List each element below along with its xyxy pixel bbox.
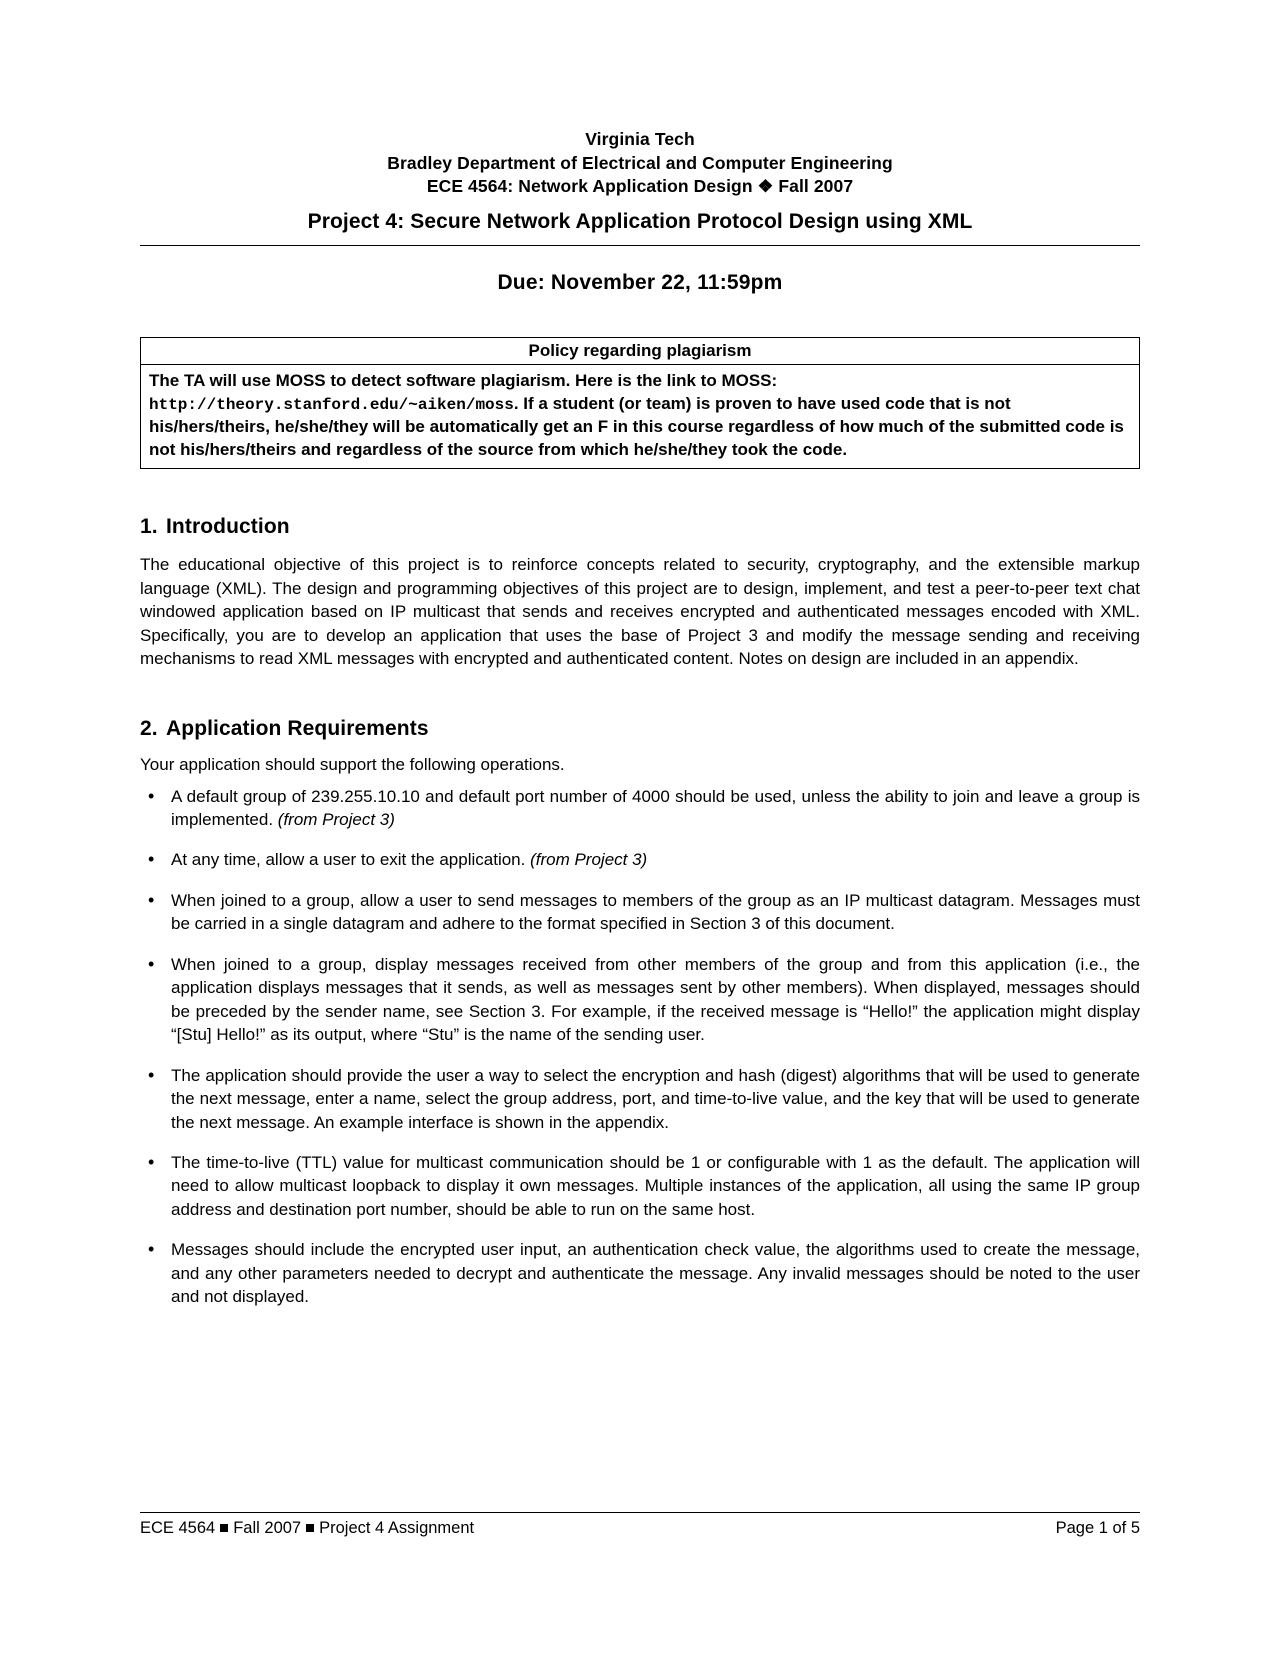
section-title-2: Application Requirements	[166, 716, 429, 740]
plagiarism-policy-box	[140, 337, 1140, 469]
document-header	[140, 128, 1140, 236]
bullet-text: At any time, allow a user to exit the application.	[171, 850, 531, 870]
list-item	[140, 1064, 1140, 1134]
bullet-text: When joined to a group, allow a user to send messages to members of the group as an IP multicast datagram. Messages must be carried in a single datagram and adhere to the format specified in Section 3 of this document.	[171, 890, 1140, 934]
policy-body	[141, 365, 1139, 468]
requirements-list	[140, 785, 1140, 1309]
footer-term: Fall 2007	[233, 1519, 302, 1537]
policy-title: Policy regarding plagiarism	[141, 338, 1139, 365]
list-item	[140, 848, 1140, 871]
list-item	[140, 953, 1140, 1047]
section-heading-application-requirements	[140, 717, 1140, 741]
page-footer	[140, 1512, 1140, 1538]
footer-page-number: Page 1 of 5	[1055, 1519, 1140, 1537]
bullet-note: (from Project 3)	[277, 810, 395, 830]
university-name: Virginia Tech	[585, 129, 695, 149]
section-number-2: 2.	[140, 716, 158, 740]
moss-link[interactable]: http://theory.stanford.edu/~aiken/moss	[149, 395, 514, 414]
policy-text-part2: . If a student (or team) is proven to have used code that is not his/hers/theirs, he/she/they will be automatically get an F in this course regardless of how much of the submitted code is not his/hers/theirs and regardless of the source from which he/she/they took the code.	[149, 393, 1124, 459]
requirements-lead: Your application should support the following operations.	[140, 754, 565, 774]
bullet-text: The application should provide the user a way to select the encryption and hash (digest) algorithms that will be used to generate the next message, enter a name, select the group address, port, and time-to-live value, and the key that will be used to generate the next message. An example interface is shown in the appendix.	[171, 1065, 1140, 1132]
due-date: Due: November 22, 11:59pm	[497, 271, 783, 295]
bullet-text: A default group of 239.255.10.10 and default port number of 4000 should be used, unless the ability to join and leave a group is implemented.	[171, 786, 1140, 830]
list-item	[140, 1238, 1140, 1308]
section-number-1: 1.	[140, 515, 158, 539]
page-title: Project 4: Secure Network Application Protocol Design using XML	[307, 209, 973, 233]
introduction-paragraph: The educational objective of this project is to reinforce concepts related to security, cryptography, and the extensible markup language (XML). The design and programming objectives of this project are to design, implement, and test a peer-to-peer text chat windowed application based on IP multicast that sends and receives encrypted and authenticated messages encoded with XML. Specifically, you are to develop an application that uses the base of Project 3 and modify the message sending and receiving mechanisms to read XML messages with encrypted and authenticated content. Notes on design are included in an appendix.	[140, 555, 1140, 669]
list-item	[140, 1151, 1140, 1221]
square-bullet-icon	[220, 1524, 228, 1532]
footer-assignment: Project 4 Assignment	[319, 1519, 475, 1537]
list-item	[140, 785, 1140, 832]
course-line: ECE 4564: Network Application Design ❖ Fall 2007	[426, 176, 854, 197]
policy-text-part1: The TA will use MOSS to detect software plagiarism. Here is the link to MOSS:	[149, 371, 778, 391]
footer-divider	[140, 1512, 1140, 1513]
footer-course: ECE 4564	[140, 1519, 216, 1537]
bullet-text: Messages should include the encrypted user input, an authentication check value, the algorithms used to create the message, and any other parameters needed to decrypt and authenticate the message. Any invalid messages should be noted to the user and not displayed.	[171, 1240, 1140, 1307]
bullet-text: The time-to-live (TTL) value for multicast communication should be 1 or configurable with 1 as the default. The application will need to allow multicast loopback to display it own messages. Multiple instances of the application, all using the same IP group address and destination port number, should be able to run on the same host.	[171, 1153, 1140, 1219]
section-heading-introduction	[140, 515, 1140, 539]
bullet-text: When joined to a group, display messages received from other members of the group and from this application (i.e., the application displays messages that it sends, as well as messages sent by other members). When displayed, messages should be preceded by the sender name, see Section 3. For example, if the received message is “Hello!” the application might display “[Stu] Hello!” as its output, where “Stu” is the name of the sending user.	[171, 954, 1140, 1045]
section-title-1: Introduction	[166, 515, 290, 539]
list-item	[140, 889, 1140, 936]
square-bullet-icon	[306, 1524, 314, 1532]
footer-left	[140, 1519, 474, 1538]
bullet-note: (from Project 3)	[530, 850, 648, 870]
header-divider	[140, 245, 1140, 246]
department-name: Bradley Department of Electrical and Computer Engineering	[387, 152, 893, 173]
